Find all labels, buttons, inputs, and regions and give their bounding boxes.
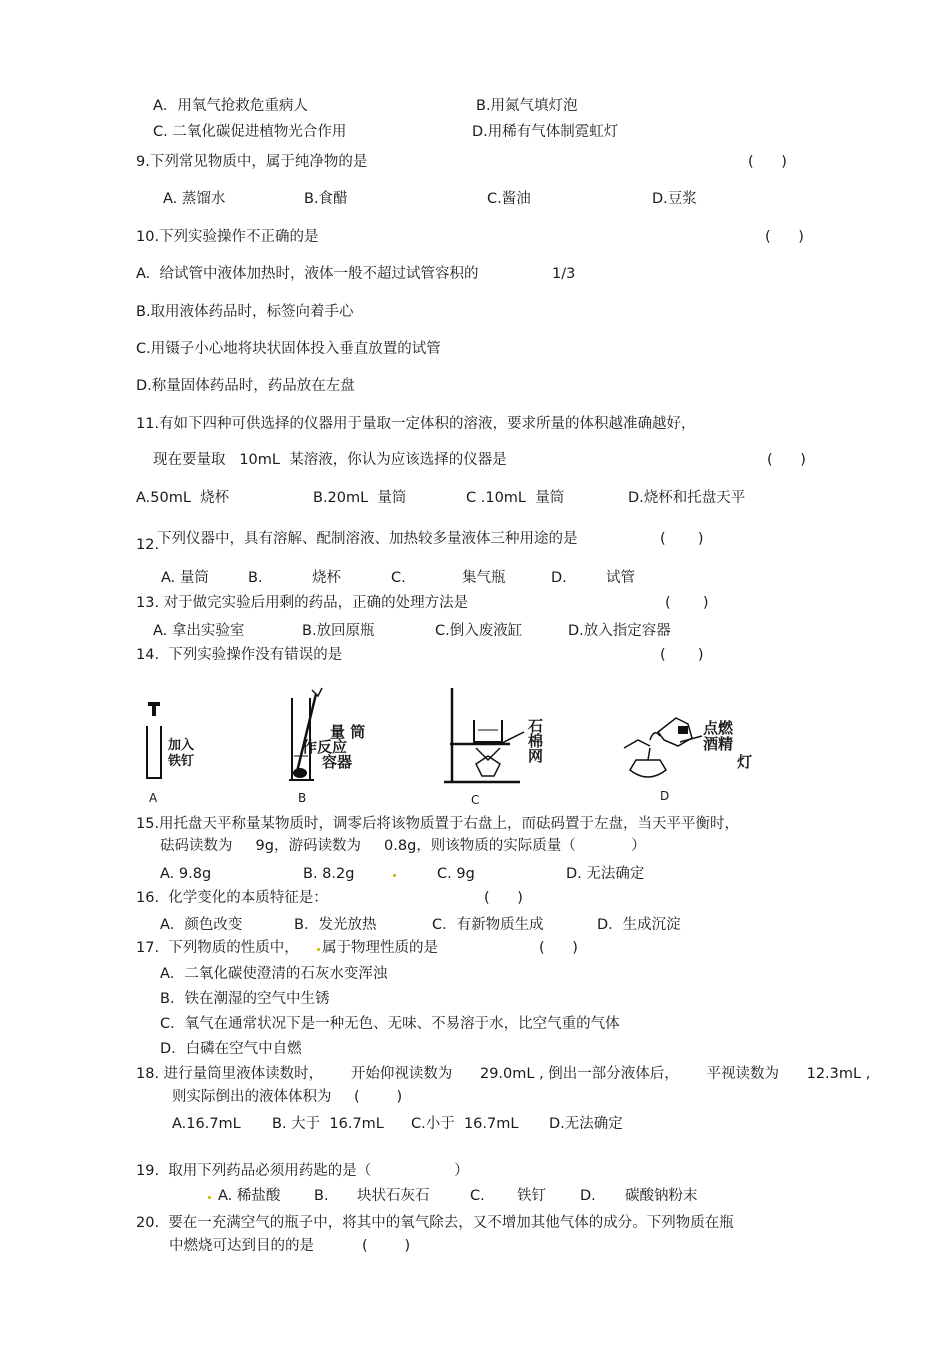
q19-stem: 19. 取用下列药品必须用药匙的是（ ） [136, 1163, 469, 1179]
q12-option-c: 集气瓶 [462, 570, 506, 586]
q8-option-b: B.用氮气填灯泡 [476, 98, 578, 114]
figure-c-stand-beaker [440, 686, 530, 786]
q16-stem: 16. 化学变化的本质特征是： [136, 890, 328, 906]
q17-stem: 17. 下列物质的性质中， [136, 940, 299, 956]
q11-option-d: D.烧杯和托盘天平 [628, 490, 746, 506]
figure-d-label-line1: 点燃 [703, 719, 734, 737]
q15-option-a: A. 9.8g [160, 866, 212, 882]
q9-stem: 9.下列常见物质中，属于纯净物的是 [136, 154, 368, 170]
q20-stem-line1: 20. 要在一充满空气的瓶子中，将其中的氧气除去，又不增加其他气体的成分。下列物质在瓶 [136, 1215, 734, 1231]
q10-answer-paren: ( ) [765, 229, 804, 245]
q12-answer-paren: ( ) [660, 531, 704, 547]
q10-option-a-fraction: 1/3 [552, 266, 576, 282]
q10-option-d: D.称量固体药品时，药品放在左盘 [136, 378, 355, 394]
q17-answer-paren: ( ) [539, 940, 578, 956]
q13-option-b: B.放回原瓶 [302, 623, 375, 639]
q13-option-d: D.放入指定容器 [568, 623, 671, 639]
figure-b-cylinder [282, 686, 332, 786]
q19-option-b-letter: B. [314, 1188, 329, 1204]
q14-answer-paren: ( ) [660, 647, 704, 663]
q18-option-b: B. 大于 16.7mL [272, 1116, 384, 1132]
figure-d-alcohol-lamps [620, 712, 712, 786]
q11-answer-paren: ( ) [767, 452, 806, 468]
q19-option-c: 铁钉 [517, 1188, 546, 1204]
figure-a-label-line1: 加入 [168, 738, 195, 753]
figure-b-letter: B [298, 791, 307, 805]
q18-option-a: A.16.7mL [172, 1116, 241, 1132]
q15-stem-line2: 砝码读数为 9g，游码读数为 0.8g，则该物质的实际质量（ ） [160, 838, 646, 854]
q9-option-a: A. 蒸馏水 [163, 191, 226, 207]
q18-stem-line2: 则实际倒出的液体体积为 [172, 1089, 332, 1105]
q13-stem: 13. 对于做完实验后用剩的药品，正确的处理方法是 [136, 595, 469, 611]
q12-option-a: A. 量筒 [161, 570, 209, 586]
figure-b-label-line2: 作反应 [302, 738, 348, 756]
q17-option-b: B．铁在潮湿的空气中生锈 [160, 991, 330, 1007]
figure-a-letter: A [149, 791, 158, 805]
q9-answer-paren: ( ) [748, 154, 787, 170]
q11-option-a: A.50mL 烧杯 [136, 490, 230, 506]
q13-answer-paren: ( ) [665, 595, 709, 611]
q12-option-d: 试管 [606, 570, 635, 586]
q11-stem-line2: 现在要量取 10mL 某溶液，你认为应该选择的仪器是 [153, 452, 507, 468]
figure-b-label-line1: 量 筒 [330, 723, 366, 741]
q17-option-a: A．二氧化碳使澄清的石灰水变浑浊 [160, 966, 388, 982]
q16-option-a: A．颜色改变 [160, 917, 243, 933]
q17-option-c: C．氧气在通常状况下是一种无色、无味、不易溶于水，比空气重的气体 [160, 1016, 620, 1032]
q8-option-c: C. 二氧化碳促进植物光合作用 [153, 124, 347, 140]
q13-option-a: A. 拿出实验室 [153, 623, 245, 639]
q15-option-d: D. 无法确定 [566, 866, 645, 882]
figure-c-label-line3: 网 [528, 747, 544, 765]
q10-option-c: C.用镊子小心地将块状固体投入垂直放置的试管 [136, 341, 441, 357]
q8-option-a: A．用氧气抢救危重病人 [153, 98, 308, 114]
q10-option-a: A. 给试管中液体加热时，液体一般不超过试管容积的 [136, 266, 479, 282]
q12-option-b-letter: B. [248, 570, 263, 586]
q9-option-c: C.酱油 [487, 191, 531, 207]
q19-option-d: 碳酸钠粉末 [625, 1188, 698, 1204]
q16-option-d: D．生成沉淀 [597, 917, 681, 933]
figure-a-test-tube [140, 698, 170, 788]
figure-d-label-line3: 灯 [737, 753, 753, 771]
figure-c-letter: C [471, 793, 480, 807]
figure-a-label-line2: 铁钉 [168, 754, 195, 769]
q9-option-b: B.食醋 [304, 191, 348, 207]
q16-option-c: C．有新物质生成 [432, 917, 544, 933]
q19-option-d-letter: D. [580, 1188, 596, 1204]
q11-option-b: B.20mL 量筒 [313, 490, 407, 506]
q16-option-b: B．发光放热 [294, 917, 377, 933]
q18-option-c: C.小于 16.7mL [411, 1116, 519, 1132]
stray-mark [393, 874, 396, 877]
q17-stem-continued: 属于物理性质的是 [322, 940, 438, 956]
q16-answer-paren: ( ) [484, 890, 523, 906]
q9-option-d: D.豆浆 [652, 191, 697, 207]
q18-stem-line1: 18. 进行量筒里液体读数时， 开始仰视读数为 29.0mL , 倒出一部分液体后， 平视读数为 12.3mL , [136, 1066, 871, 1082]
stray-mark [208, 1196, 211, 1199]
q12-number: 12. [136, 537, 160, 553]
q12-option-b: 烧杯 [312, 570, 341, 586]
q17-option-d: D．白磷在空气中自燃 [160, 1041, 302, 1057]
q19-option-c-letter: C. [470, 1188, 485, 1204]
figure-d-label-line2: 酒精 [703, 735, 734, 753]
q20-stem-line2: 中燃烧可达到目的的是 [169, 1238, 314, 1254]
figure-b-label-line3: 容器 [322, 753, 353, 771]
q19-option-b: 块状石灰石 [357, 1188, 430, 1204]
q8-option-d: D.用稀有气体制霓虹灯 [472, 124, 619, 140]
figure-d-letter: D [660, 789, 670, 803]
q11-option-c: C .10mL 量筒 [466, 490, 565, 506]
q20-answer-paren: ( ) [362, 1238, 411, 1254]
figure-c-label-line2: 棉 [528, 732, 544, 750]
figure-c-label-line1: 石 [528, 717, 544, 735]
q14-stem: 14. 下列实验操作没有错误的是 [136, 647, 343, 663]
q10-stem: 10.下列实验操作不正确的是 [136, 229, 319, 245]
q15-option-b: B. 8.2g [303, 866, 355, 882]
q12-option-c-letter: C. [391, 570, 406, 586]
q15-stem-line1: 15.用托盘天平称量某物质时，调零后将该物质置于右盘上，而砝码置于左盘，当天平平衡时， [136, 816, 740, 832]
q18-answer-paren: ( ) [354, 1089, 403, 1105]
q12-option-d-letter: D. [551, 570, 567, 586]
q18-option-d: D.无法确定 [549, 1116, 623, 1132]
q13-option-c: C.倒入废液缸 [435, 623, 523, 639]
q11-stem-line1: 11.有如下四种可供选择的仪器用于量取一定体积的溶液，要求所量的体积越准确越好， [136, 416, 696, 432]
stray-mark [317, 948, 320, 951]
q12-stem: 下列仪器中，具有溶解、配制溶液、加热较多量液体三种用途的是 [157, 531, 578, 547]
q19-option-a: A. 稀盐酸 [218, 1188, 281, 1204]
q15-option-c: C. 9g [437, 866, 475, 882]
q10-option-b: B.取用液体药品时，标签向着手心 [136, 304, 354, 320]
